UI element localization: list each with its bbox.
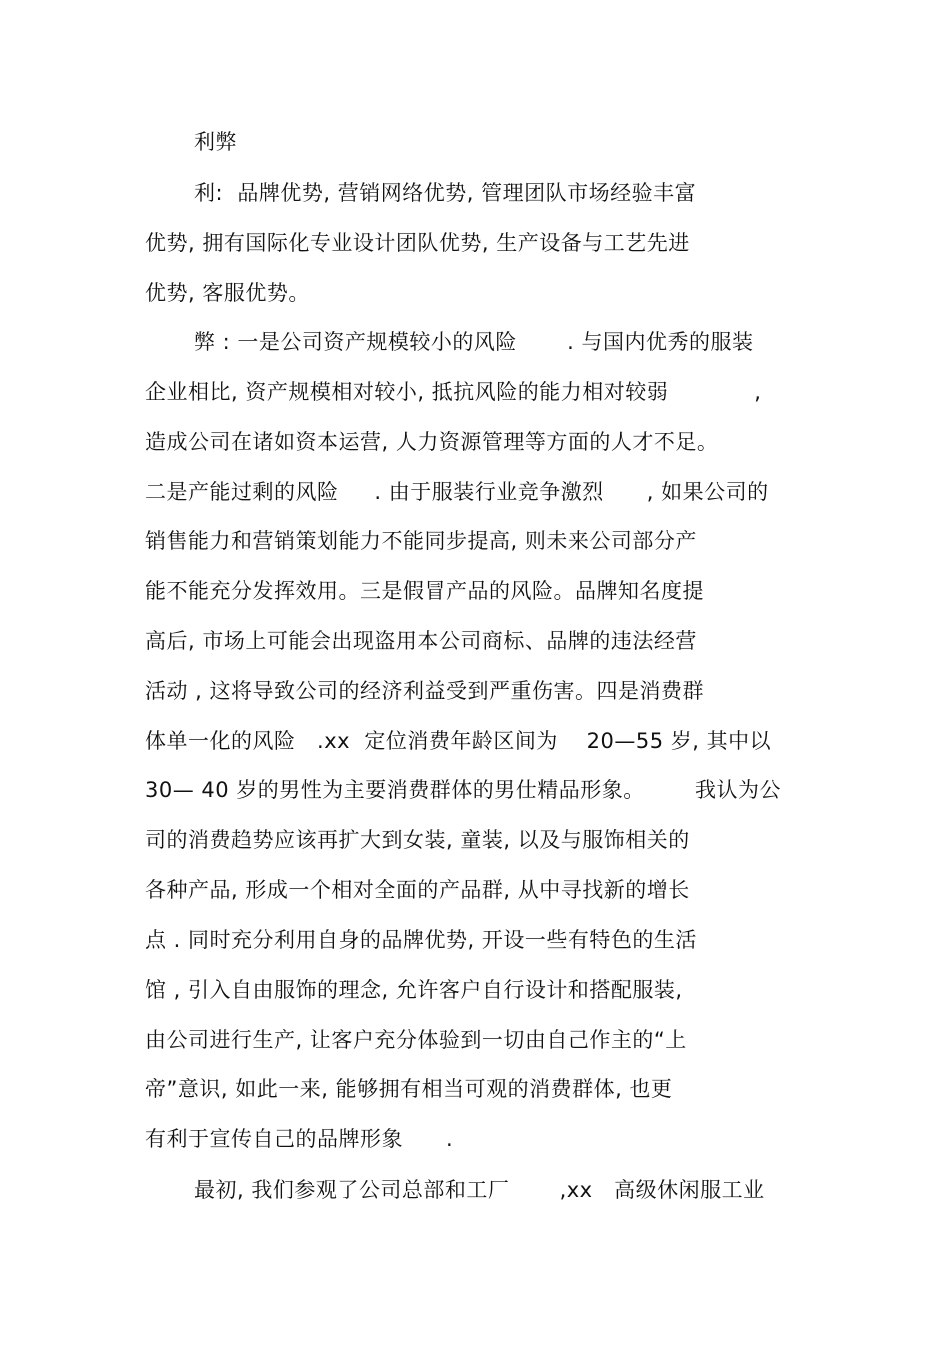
text-line: 司的消费趋势应该再扩大到女装, 童装, 以及与服饰相关的	[145, 828, 690, 852]
text-line: 造成公司在诸如资本运营, 人力资源管理等方面的人才不足。	[145, 430, 719, 454]
text-line: 优势, 拥有国际化专业设计团队优势, 生产设备与工艺先进	[145, 231, 690, 255]
text-line: 点 . 同时充分利用自身的品牌优势, 开设一些有特色的生活	[145, 928, 697, 952]
text-line: 30— 40 岁的男性为主要消费群体的男仕精品形象。 我认为公	[145, 778, 782, 802]
text-line: 各种产品, 形成一个相对全面的产品群, 从中寻找新的增长	[145, 878, 690, 902]
text-line: 企业相比, 资产规模相对较小, 抵抗风险的能力相对较弱 ,	[145, 380, 762, 404]
text-line: 利弊	[194, 130, 237, 154]
text-line: 弊 : 一是公司资产规模较小的风险 . 与国内优秀的服装	[194, 330, 754, 354]
text-line: 高后, 市场上可能会出现盗用本公司商标、品牌的违法经营	[145, 629, 697, 653]
text-line: 销售能力和营销策划能力不能同步提高, 则未来公司部分产	[145, 529, 697, 553]
text-line: 优势, 客服优势。	[145, 281, 310, 305]
text-line: 有利于宣传自己的品牌形象 .	[145, 1127, 454, 1151]
text-line: 体单一化的风险 .xx 定位消费年龄区间为 20—55 岁, 其中以	[145, 729, 772, 753]
text-line: 二是产能过剩的风险 . 由于服装行业竞争激烈 , 如果公司的	[145, 480, 769, 504]
text-line: 活动 , 这将导致公司的经济利益受到严重伤害。四是消费群	[145, 679, 705, 703]
text-line: 最初, 我们参观了公司总部和工厂 ,xx 高级休闲服工业	[194, 1178, 765, 1202]
text-line: 能不能充分发挥效用。三是假冒产品的风险。品牌知名度提	[145, 579, 704, 603]
text-line: 馆 , 引入自由服饰的理念, 允许客户自行设计和搭配服装,	[145, 978, 683, 1002]
text-line: 帝”意识, 如此一来, 能够拥有相当可观的消费群体, 也更	[145, 1077, 673, 1101]
text-line: 由公司进行生产, 让客户充分体验到一切由自己作主的“上	[145, 1028, 687, 1052]
text-line: 利: 品牌优势, 营销网络优势, 管理团队市场经验丰富	[194, 181, 697, 205]
